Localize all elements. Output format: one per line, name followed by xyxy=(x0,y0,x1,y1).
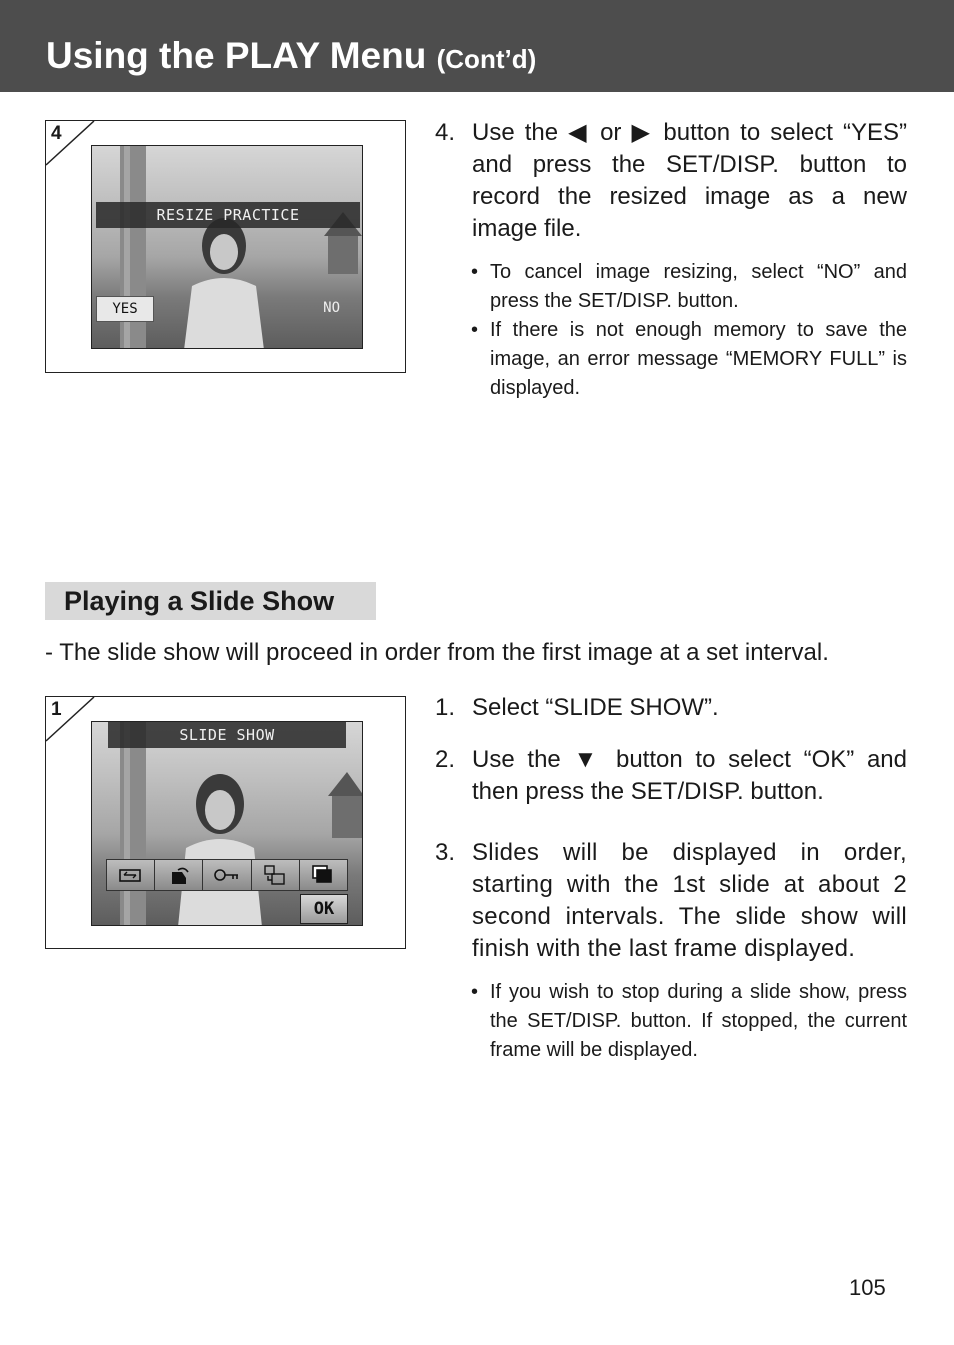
step-number: 3. xyxy=(435,839,456,866)
figure-slideshow xyxy=(45,696,406,949)
osd-no-option: NO xyxy=(323,300,340,316)
step-text: Slides will be displayed in order, starting with the 1st slide at about 2 second intervals. The slide show will finish with the last frame displayed. xyxy=(472,839,907,962)
page-header xyxy=(0,0,954,92)
section-heading: Playing a Slide Show xyxy=(45,582,376,620)
section-intro: - The slide show will proceed in order from the first image at a set interval. xyxy=(45,639,829,666)
page-title-main: Using the PLAY Menu xyxy=(46,35,427,76)
resize-icon xyxy=(107,860,155,890)
note-item: • If you wish to stop during a slide show, press the SET/DISP. button. If stopped, the current frame will be displayed. xyxy=(471,978,907,1065)
note-item: • To cancel image resizing, select “NO” and press the SET/DISP. button. xyxy=(471,258,907,316)
page-title-subtitle: (Cont’d) xyxy=(436,44,537,74)
slideshow-step-2 xyxy=(435,744,907,808)
camera-lcd-screen xyxy=(91,721,363,926)
page-title xyxy=(46,36,536,79)
resize-notes xyxy=(471,258,907,403)
step-text: Use the ◀ or ▶ button to select “YES” and press the SET/DISP. button to record the resized image as a new image file. xyxy=(472,119,907,242)
camera-lcd-screen xyxy=(91,145,363,349)
rotate-icon xyxy=(155,860,203,890)
figure-number: 4 xyxy=(51,123,62,144)
step-number: 4. xyxy=(435,119,456,146)
step-number: 1. xyxy=(435,694,456,721)
osd-ok-button: OK xyxy=(300,894,348,924)
note-item: • If there is not enough memory to save the image, an error message “MEMORY FULL” is displayed. xyxy=(471,316,907,403)
osd-menu-title: RESIZE PRACTICE xyxy=(96,202,360,228)
figure-number: 1 xyxy=(51,699,62,720)
protect-key-icon xyxy=(203,860,251,890)
slide-show-icon xyxy=(300,860,347,890)
step-text: Select “SLIDE SHOW”. xyxy=(472,694,719,721)
figure-resize xyxy=(45,120,406,373)
step-number: 2. xyxy=(435,746,456,773)
osd-menu-title: SLIDE SHOW xyxy=(108,722,346,748)
slideshow-step-3 xyxy=(435,837,907,965)
slideshow-step-1 xyxy=(435,692,907,724)
resize-step-4 xyxy=(435,117,907,245)
page-number: 105 xyxy=(849,1275,886,1300)
osd-yes-option: YES xyxy=(96,296,154,322)
dpof-copy-icon xyxy=(252,860,300,890)
play-menu-icon-bar xyxy=(106,859,348,891)
slideshow-notes xyxy=(471,978,907,1065)
step-text: Use the ▼ button to select “OK” and then press the SET/DISP. button. xyxy=(472,746,907,805)
